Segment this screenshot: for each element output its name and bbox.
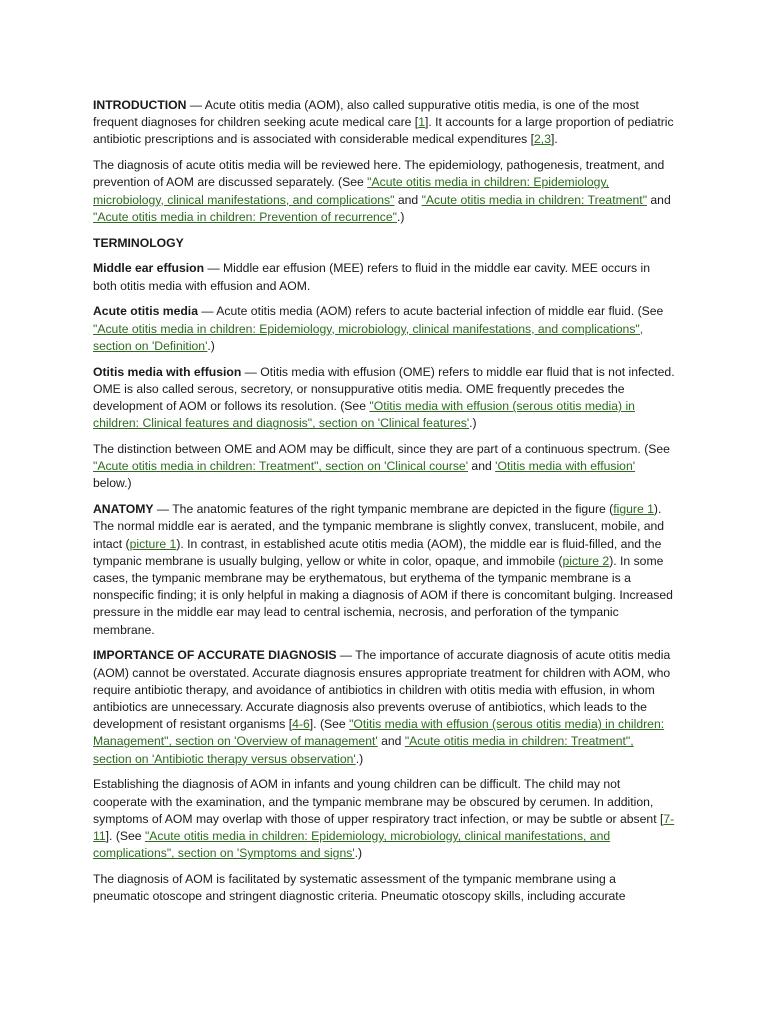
mee-paragraph: Middle ear effusion — Middle ear effusion (MEE) refers to fluid in the middle ear cavity. MEE occurs in both otitis media with effusion and AOM. [93,261,650,293]
link-aom-clinical-course[interactable]: "Acute otitis media in children: Treatment", section on 'Clinical course' [93,459,469,474]
link-aom-prevention[interactable]: "Acute otitis media in children: Prevention of recurrence" [93,209,398,224]
facilitated-paragraph: The diagnosis of AOM is facilitated by systematic assessment of the tympanic membrane using a pneumatic otoscope and stringent diagnostic criteria. Pneumatic otoscopy skills, including accurate [93,872,626,904]
link-figure-1[interactable]: figure 1 [613,502,654,517]
aom-paragraph: Acute otitis media — Acute otitis media (AOM) refers to acute bacterial infection of middle ear fluid. (See "Acute otitis media in children: Epidemiology, microbiology, clinical manifestations, and complications", section on 'Definition'.) [93,304,664,353]
link-picture-1[interactable]: picture 1 [129,536,177,551]
link-aom-definition[interactable]: "Acute otitis media in children: Epidemiology, microbiology, clinical manifestations, and complications", section on 'Definition' [93,321,644,353]
link-aom-epidemiology[interactable]: "Acute otitis media in children: Epidemiology, microbiology, clinical manifestations, and complications" [93,175,610,207]
reference-link-4-6[interactable]: 4-6 [292,717,310,732]
ome-paragraph: Otitis media with effusion — Otitis media with effusion (OME) refers to middle ear fluid that is not infected. OME is also called serous, secretory, or nonsuppurative otitis media. OME frequently precedes the development of AOM or follows its resolution. (See "Otitis media with effusion (serous otitis media) in children: Clinical features and diagnosis", section on 'Clinical features'.) [93,364,675,431]
intro-heading: INTRODUCTION [93,98,187,112]
link-otitis-media-with-effusion[interactable]: 'Otitis media with effusion' [495,459,636,474]
terminology-heading: TERMINOLOGY [93,235,184,250]
anatomy-heading: ANATOMY [93,502,154,517]
importance-heading: IMPORTANCE OF ACCURATE DIAGNOSIS [93,648,337,663]
importance-paragraph: IMPORTANCE OF ACCURATE DIAGNOSIS — The importance of accurate diagnosis of acute otitis media (AOM) cannot be overstated. Accurate diagnosis ensures appropriate treatment for children with AOM, who require antibiotic therapy, and avoidance of antibiotics in children with otitis media with effusion, in whom antibiotics are unnecessary. Accurate diagnosis also prevents overuse of antibiotics, which leads to the development of resistant organisms [4-6]. (See "Otitis media with effusion (serous otitis media) in children: Management", section on 'Overview of management' and "Acute otitis media in children: Treatment", section on 'Antibiotic therapy versus observation'.) [93,648,671,766]
intro-paragraph: INTRODUCTION — Acute otitis media (AOM), also called suppurative otitis media, is one of the most frequent diagnoses for children seeking acute medical care [1]. It accounts for a large proportion of pediatric antibiotic prescriptions and is associated with considerable medical expenditures [2,3]. [93,98,674,147]
aom-term: Acute otitis media [93,304,198,319]
link-ome-clinical-features[interactable]: "Otitis media with effusion (serous otitis media) in children: Clinical features and diagnosis", section on 'Clinical features' [93,399,635,431]
reference-link-2-3[interactable]: 2,3 [534,132,551,147]
distinction-paragraph: The distinction between OME and AOM may be difficult, since they are part of a continuous spectrum. (See "Acute otitis media in children: Treatment", section on 'Clinical course' and 'Otitis media with effusion' below.) [93,442,670,491]
mee-term: Middle ear effusion [93,261,205,276]
article-body [93,97,675,914]
link-aom-treatment[interactable]: "Acute otitis media in children: Treatment" [421,192,648,207]
link-aom-symptoms-signs[interactable]: "Acute otitis media in children: Epidemiology, microbiology, clinical manifestations, and complications", section on 'Symptoms and signs' [93,829,611,861]
reference-link-7-11[interactable]: 7-11 [93,811,675,844]
ome-term: Otitis media with effusion [93,364,242,379]
anatomy-paragraph: ANATOMY — The anatomic features of the right tympanic membrane are depicted in the figure (figure 1). The normal middle ear is aerated, and the tympanic membrane is slightly convex, translucent, mobile, and intact (picture 1). In contrast, in established acute otitis media (AOM), the middle ear is fluid-filled, and the tympanic membrane is usually bulging, yellow or white in color, opaque, and immobile (picture 2). In some cases, the tympanic membrane may be erythematous, but erythema of the tympanic membrane is a nonspecific finding; it is only helpful in making a diagnosis of AOM if there is concomitant bulging. Increased pressure in the middle ear may lead to central ischemia, necrosis, and perforation of the tympanic membrane. [93,502,673,637]
link-ome-management[interactable]: "Otitis media with effusion (serous otitis media) in children: Management", section on 'Overview of management' [93,717,665,749]
diagnosis-review-paragraph: The diagnosis of acute otitis media will be reviewed here. The epidemiology, pathogenesis, treatment, and prevention of AOM are discussed separately. (See "Acute otitis media in children: Epidemiology, microbiology, clinical manifestations, and complications" and "Acute otitis media in children: Treatment" and "Acute otitis media in children: Prevention of recurrence".) [93,158,671,224]
link-picture-2[interactable]: picture 2 [562,553,610,568]
reference-link-1[interactable]: 1 [418,115,425,130]
link-aom-antibiotic-therapy[interactable]: "Acute otitis media in children: Treatment", section on 'Antibiotic therapy versus observation' [93,734,634,766]
establishing-paragraph: Establishing the diagnosis of AOM in infants and young children can be difficult. The child may not cooperate with the examination, and the tympanic membrane may be obscured by cerumen. In addition, symptoms of AOM may overlap with those of upper respiratory tract infection, or may be subtle or absent [7-11]. (See "Acute otitis media in children: Epidemiology, microbiology, clinical manifestations, and complications", section on 'Symptoms and signs'.) [93,777,675,861]
